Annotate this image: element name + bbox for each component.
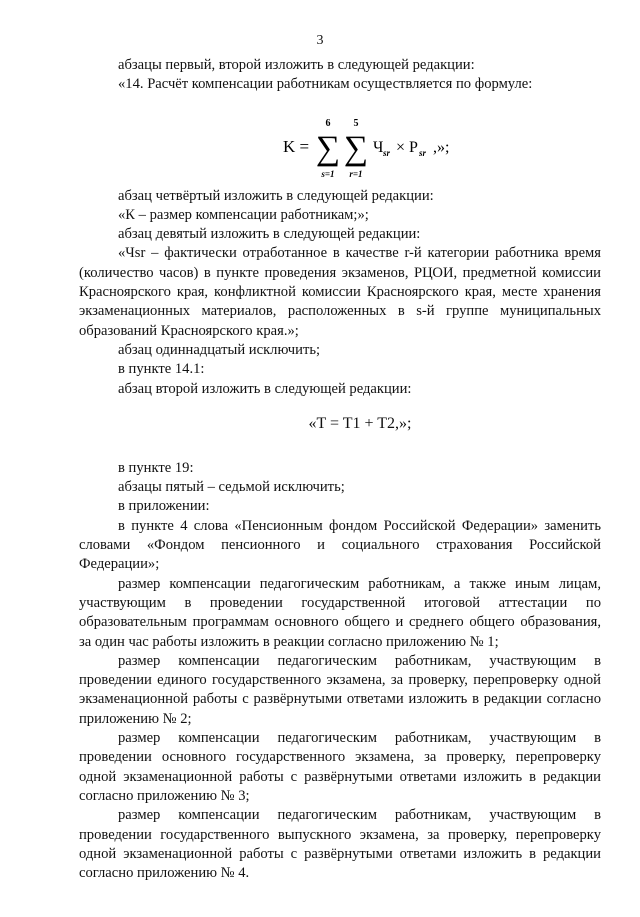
times-sign: × — [396, 138, 406, 156]
sum1-lower: s=1 — [321, 168, 335, 179]
paragraph-7: абзац одиннадцатый исключить; — [118, 341, 321, 358]
paragraph-13: в пункте 4 слова «Пенсионным фондом Российской Федерации» заменить словами «Фондом пенсионного и социального страхования Российской Федерации»; — [79, 517, 601, 573]
sum2-upper: 5 — [353, 117, 359, 129]
body-text — [79, 56, 601, 883]
spacer — [79, 449, 601, 459]
paragraph-3: абзац четвёртый изложить в следующей редакции: — [118, 187, 434, 204]
paragraph-4: «К – размер компенсации работникам;»; — [118, 206, 369, 223]
sum1-sigma: ∑ — [315, 129, 341, 167]
paragraph-14: размер компенсации педагогическим работникам, а также иным лицам, участвующим в проведении государственной итоговой аттестации по образовательным программам основного общего и среднего общего образования, за один час работы изложить в реакции согласно приложению № 1; — [79, 575, 601, 650]
compensation-formula — [79, 95, 601, 187]
paragraph-2: «14. Расчёт компенсации работникам осуществляется по формуле: — [118, 76, 533, 93]
paragraph-9: абзац второй изложить в следующей редакции: — [118, 380, 412, 397]
page-number: 3 — [316, 33, 324, 48]
paragraph-6: «Чsr – фактически отработанное в качестве r-й категории работника время (количество часов) в пункте проведения экзаменов, РЦОИ, предметной комиссии Красноярского края, конфликтной комиссии Красноярского края, месте хранения экзаменационных материалов, расположенных в s-й группе муниципальных образований Красноярского края.»; — [79, 245, 601, 339]
paragraph-12: в приложении: — [118, 498, 210, 515]
time-formula: «T = T1 + T2,»; — [308, 414, 412, 432]
sum1-upper: 6 — [325, 117, 331, 129]
paragraph-10: в пункте 19: — [118, 459, 194, 476]
paragraph-1: абзацы первый, второй изложить в следующей редакции: — [118, 57, 475, 73]
paragraph-5: абзац девятый изложить в следующей редакции: — [118, 226, 421, 243]
paragraph-11: абзацы пятый – седьмой исключить; — [118, 479, 345, 496]
term2-sub: sr — [419, 147, 427, 158]
formula-lhs: K = — [283, 136, 310, 156]
sum2-lower: r=1 — [349, 168, 363, 179]
term1-sub: sr — [383, 147, 391, 158]
sum2-sigma: ∑ — [343, 129, 369, 167]
formula-svg — [283, 95, 463, 187]
term2-base: P — [409, 138, 418, 156]
paragraph-8: в пункте 14.1: — [118, 361, 205, 378]
paragraph-16: размер компенсации педагогическим работникам, участвующим в проведении основного государственного экзамена, за проверку, перепроверку одной экзаменационной работы с развёрнутыми ответами изложить в редакции согласно приложению № 3; — [79, 730, 601, 804]
term1-base: Ч — [373, 138, 384, 156]
formula-tail: ,»; — [433, 138, 450, 156]
paragraph-15: размер компенсации педагогическим работникам, участвующим в проведении единого государственного экзамена, за проверку, перепроверку одной экзаменационной работы с развёрнутыми ответами изложить в редакции согласно приложению № 2; — [79, 652, 601, 727]
paragraph-17: размер компенсации педагогическим работникам, участвующим в проведении государственного выпускного экзамена, за проверку, перепроверку одной экзаменационной работы с развёрнутыми ответами изложить в редакции согласно приложению № 4. — [79, 807, 601, 882]
